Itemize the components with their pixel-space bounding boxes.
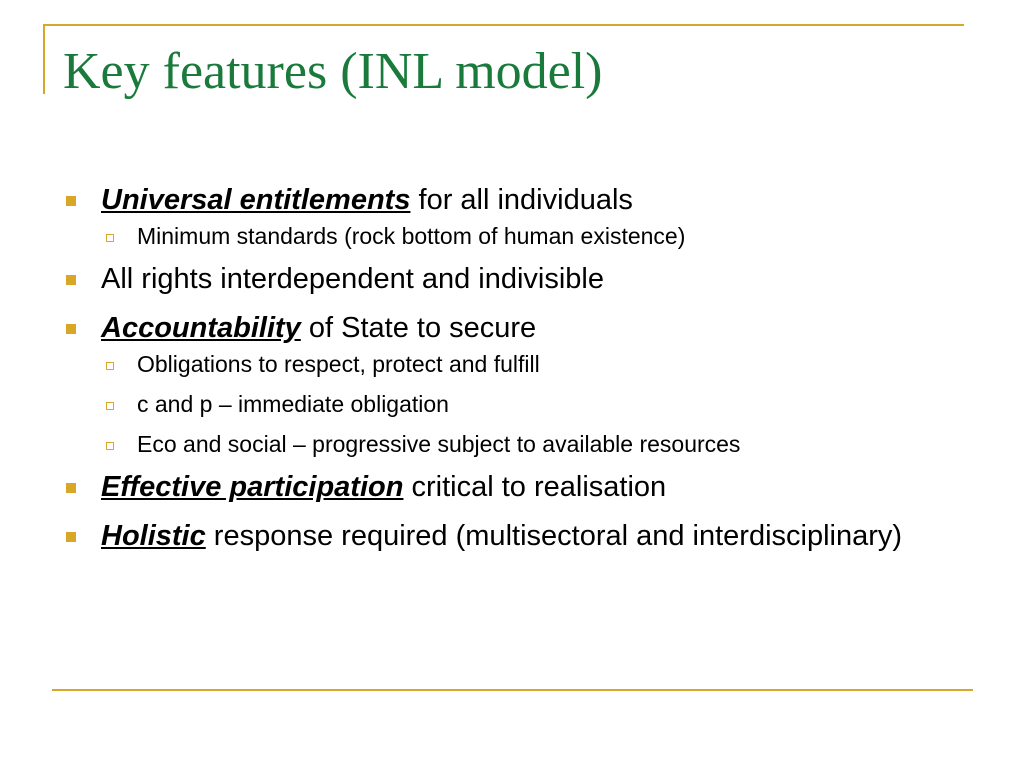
square-bullet-icon (66, 483, 76, 493)
hollow-square-bullet-icon (106, 442, 114, 450)
hollow-square-bullet-icon (106, 362, 114, 370)
top-rule (43, 24, 964, 26)
sub-bullet-text: Obligations to respect, protect and fulfill (137, 351, 540, 377)
sub-bullet-item (64, 349, 984, 379)
hollow-square-bullet-icon (106, 234, 114, 242)
bullet-emphasis: Holistic (101, 520, 206, 552)
bullet-emphasis: Effective participation (101, 471, 404, 503)
bullet-item-universal-entitlements (64, 180, 984, 220)
left-rule (43, 24, 45, 94)
sub-bullet-text: Minimum standards (rock bottom of human existence) (137, 223, 686, 249)
square-bullet-icon (66, 324, 76, 334)
sub-bullet-item (64, 389, 984, 419)
square-bullet-icon (66, 275, 76, 285)
square-bullet-icon (66, 196, 76, 206)
bullet-item-holistic (64, 516, 984, 556)
sub-bullet-text: Eco and social – progressive subject to available resources (137, 431, 741, 457)
bullet-item-rights-interdependent (64, 259, 984, 299)
bottom-rule (52, 689, 973, 691)
bullet-text: critical to realisation (403, 471, 667, 503)
bullet-text: for all individuals (410, 184, 633, 216)
sub-bullet-text: c and p – immediate obligation (137, 391, 449, 417)
bullet-list (64, 180, 984, 565)
square-bullet-icon (66, 532, 76, 542)
bullet-text: response required (multisectoral and interdisciplinary) (205, 520, 903, 552)
bullet-emphasis: Accountability (101, 312, 301, 344)
sub-bullet-item (64, 221, 984, 251)
bullet-item-accountability (64, 308, 984, 348)
bullet-text: of State to secure (300, 312, 537, 344)
bullet-text: All rights interdependent and indivisible (101, 263, 604, 295)
hollow-square-bullet-icon (106, 402, 114, 410)
bullet-emphasis: Universal entitlements (101, 184, 411, 216)
sub-bullet-item (64, 429, 984, 459)
bullet-item-effective-participation (64, 467, 984, 507)
slide-title: Key features (INL model) (63, 43, 603, 100)
